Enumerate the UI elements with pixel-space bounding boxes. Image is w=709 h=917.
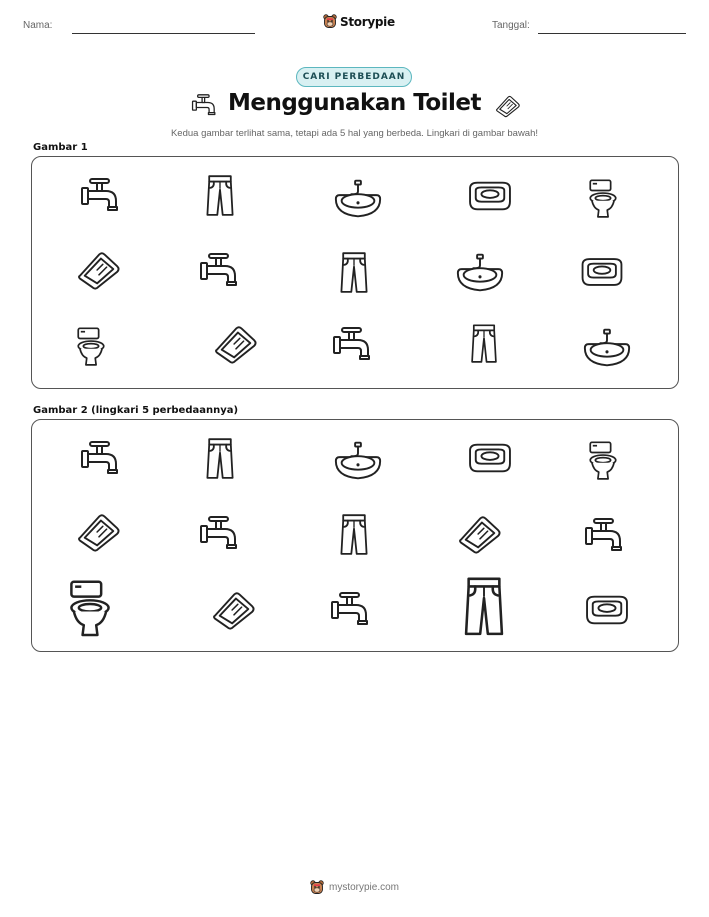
picture2-soap-dish-icon[interactable] (464, 439, 516, 477)
picture1-toilet-icon[interactable] (74, 325, 108, 369)
picture1-sink-icon[interactable] (581, 326, 633, 370)
picture1-pants-icon[interactable] (336, 250, 372, 296)
picture1-faucet-icon[interactable] (79, 173, 123, 219)
picture2-faucet-icon[interactable] (329, 587, 373, 633)
picture2-toilet-icon[interactable] (586, 439, 620, 483)
faucet-icon (190, 92, 218, 118)
picture2-soap-bar-icon[interactable] (211, 589, 257, 631)
footer-url: mystorypie.com (328, 882, 399, 893)
picture2-toilet-icon[interactable] (65, 578, 115, 640)
bear-logo-icon (310, 880, 324, 895)
date-label: Tanggal: (492, 20, 530, 31)
instructions: Kedua gambar terlihat sama, tetapi ada 5 hal yang berbeda. Lingkari di gambar bawah! (170, 128, 539, 139)
brand-logo (323, 14, 395, 29)
picture1-sink-icon[interactable] (454, 250, 506, 296)
picture1-faucet-icon[interactable] (198, 248, 242, 294)
picture1-soap-dish-icon[interactable] (464, 177, 516, 215)
picture1-faucet-icon[interactable] (331, 322, 375, 368)
picture1-pants-icon[interactable] (467, 321, 501, 367)
picture1-label: Gambar 1 (33, 142, 88, 153)
name-label: Nama: (23, 20, 53, 31)
picture2-soap-dish-icon[interactable] (581, 591, 633, 629)
brand-name: Storypie (340, 14, 395, 29)
category-badge: CARI PERBEDAAN (296, 67, 412, 87)
date-field[interactable] (538, 33, 686, 34)
picture2-label: Gambar 2 (lingkari 5 perbedaannya) (33, 405, 239, 416)
page-title: Menggunakan Toilet (227, 90, 482, 116)
soap-bar-icon (494, 94, 522, 118)
footer (0, 880, 709, 895)
picture2-faucet-icon[interactable] (583, 513, 627, 559)
picture1-sink-icon[interactable] (332, 177, 384, 221)
picture2-soap-bar-icon[interactable] (457, 513, 503, 555)
picture1-toilet-icon[interactable] (586, 177, 620, 221)
picture1-soap-dish-icon[interactable] (577, 253, 627, 291)
name-field[interactable] (72, 33, 255, 34)
picture2-pants-icon[interactable] (336, 512, 372, 558)
bear-logo-icon (323, 14, 337, 29)
picture1-soap-bar-icon[interactable] (76, 249, 122, 291)
picture2-sink-icon[interactable] (332, 439, 384, 483)
picture2-pants-icon[interactable] (458, 575, 510, 639)
picture2-faucet-icon[interactable] (79, 436, 123, 482)
picture1-pants-icon[interactable] (202, 173, 238, 219)
picture2-pants-icon[interactable] (202, 436, 238, 482)
picture2-soap-bar-icon[interactable] (76, 511, 122, 553)
picture1-soap-bar-icon[interactable] (213, 323, 259, 365)
picture2-faucet-icon[interactable] (198, 511, 242, 557)
